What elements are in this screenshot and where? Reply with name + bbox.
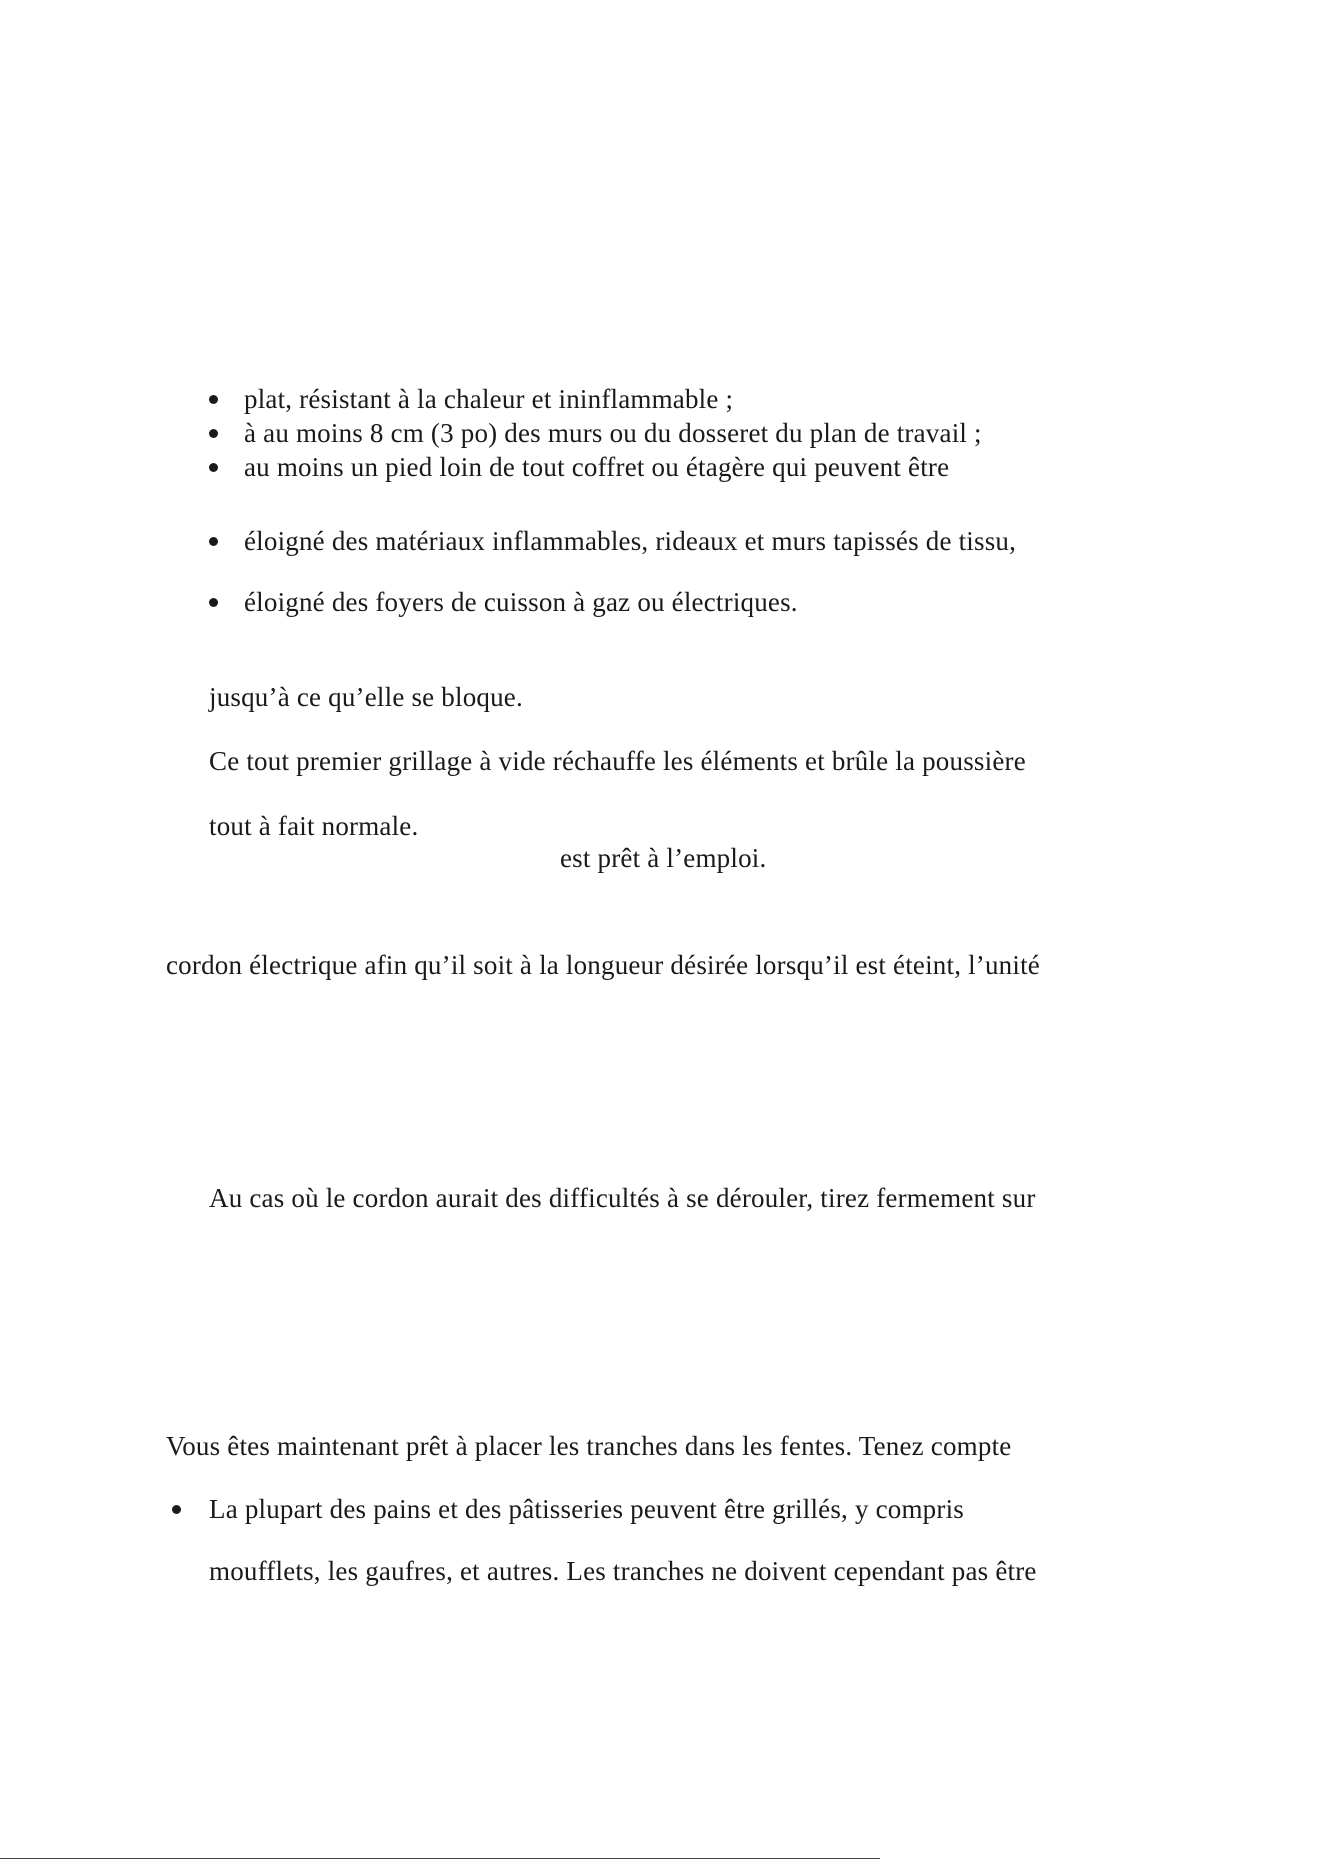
list-item: éloigné des foyers de cuisson à gaz ou électriques.: [244, 587, 798, 617]
paragraph-line: cordon électrique afin qu’il soit à la longueur désirée lorsqu’il est éteint, l’unité: [166, 950, 1040, 980]
bullet-dot: [209, 463, 218, 472]
paragraph-line: Vous êtes maintenant prêt à placer les tranches dans les fentes. Tenez compte: [166, 1431, 1012, 1461]
list-item: La plupart des pains et des pâtisseries peuvent être grillés, y compris: [209, 1494, 964, 1524]
paragraph-line: est prêt à l’emploi.: [560, 843, 767, 873]
list-item: à au moins 8 cm (3 po) des murs ou du dosseret du plan de travail ;: [244, 418, 982, 448]
bullet-dot: [209, 395, 218, 404]
list-item: au moins un pied loin de tout coffret ou étagère qui peuvent être: [244, 452, 950, 482]
paragraph-line: jusqu’à ce qu’elle se bloque.: [209, 682, 523, 712]
bullet-dot: [209, 598, 218, 607]
paragraph-line: tout à fait normale.: [209, 811, 419, 841]
bullet-dot: [209, 537, 218, 546]
bottom-rule: [0, 1858, 880, 1859]
paragraph-line: Au cas où le cordon aurait des difficultés à se dérouler, tirez fermement sur: [209, 1183, 1036, 1213]
paragraph-line: Ce tout premier grillage à vide réchauffe les éléments et brûle la poussière: [209, 746, 1026, 776]
list-item: éloigné des matériaux inflammables, rideaux et murs tapissés de tissu,: [244, 526, 1017, 556]
bullet-dot: [209, 429, 218, 438]
paragraph-line: moufflets, les gaufres, et autres. Les tranches ne doivent cependant pas être: [209, 1556, 1037, 1586]
bullet-dot: [172, 1505, 181, 1514]
list-item: plat, résistant à la chaleur et ininflammable ;: [244, 384, 734, 414]
